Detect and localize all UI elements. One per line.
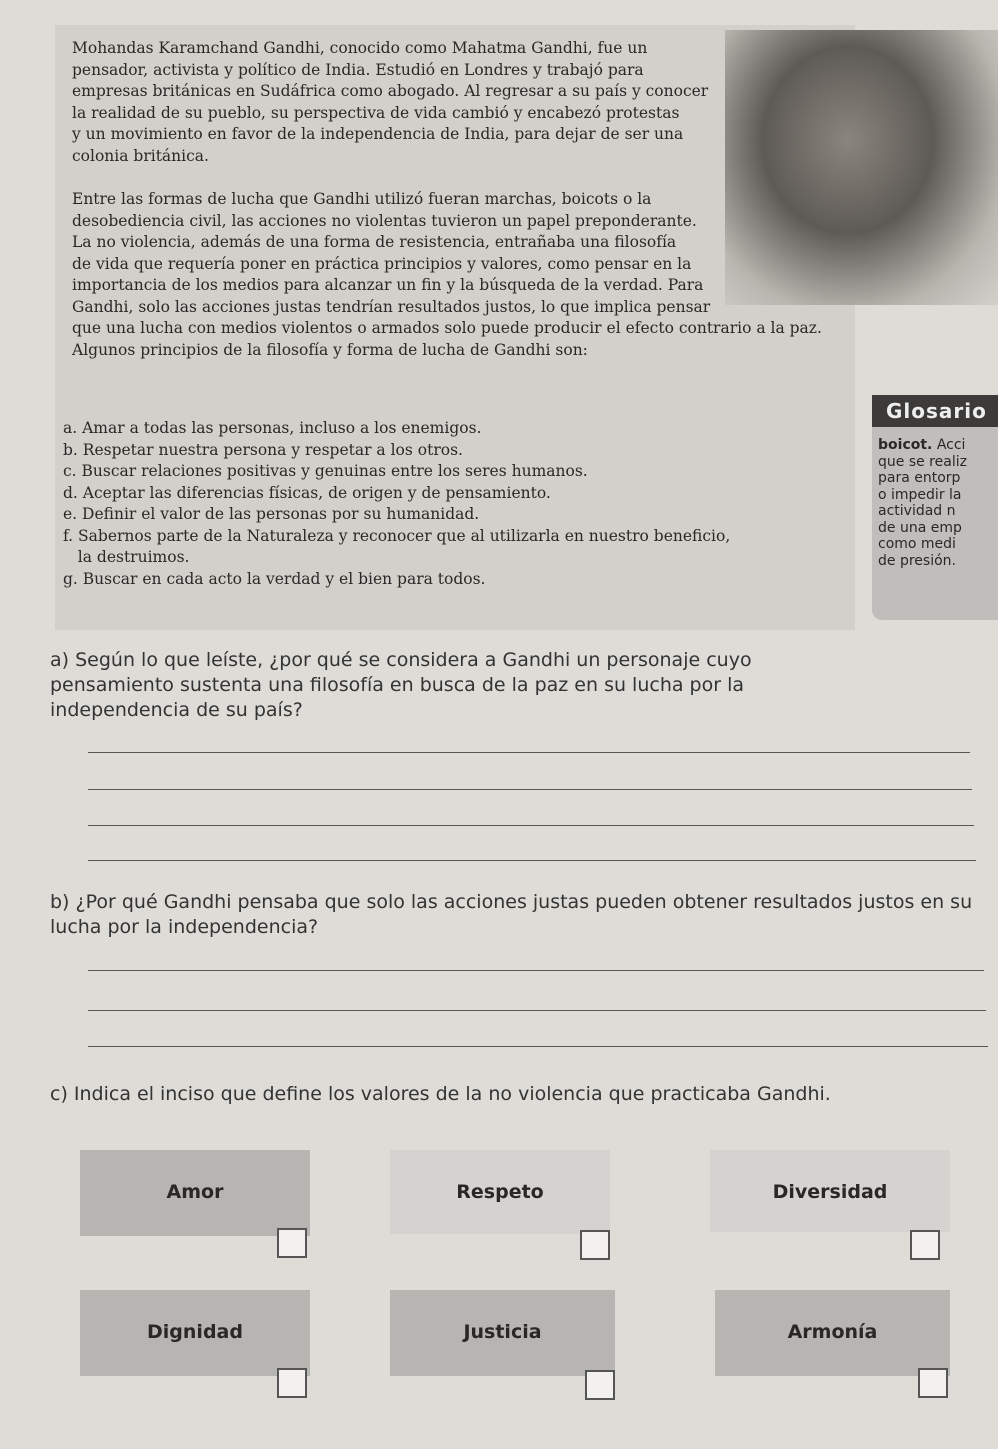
option-checkbox[interactable] [910, 1230, 940, 1260]
reading-line: Gandhi, solo las acciones justas tendrían resultados justos, lo que implica pensar [72, 297, 711, 316]
answer-line[interactable] [88, 789, 972, 790]
gandhi-photo [725, 30, 998, 305]
answer-line[interactable] [88, 860, 976, 861]
answer-line[interactable] [88, 1010, 986, 1011]
reading-line: empresas británicas en Sudáfrica como abogado. Al regresar a su país y conocer [72, 82, 709, 100]
option-amor: Amor [80, 1150, 310, 1236]
answer-line[interactable] [88, 825, 974, 826]
answer-line[interactable] [88, 752, 970, 753]
option-checkbox[interactable] [918, 1368, 948, 1398]
question-b: b) ¿Por qué Gandhi pensaba que solo las acciones justas pueden obtener resultados justos en su lucha por la independencia? [50, 891, 973, 938]
reading-line: pensador, activista y político de India. Estudió en Londres y trabajó para [72, 60, 644, 79]
glossary-title: Glosario [872, 395, 998, 427]
question-a: a) Según lo que leíste, ¿por qué se considera a Gandhi un personaje cuyo pensamiento sustenta una filosofía en busca de la paz en su lucha por la independencia de su país? [50, 649, 752, 721]
option-dignidad: Dignidad [80, 1290, 310, 1376]
principle-item: d. Aceptar las diferencias físicas, de origen y de pensamiento. [63, 483, 551, 502]
option-respeto: Respeto [390, 1150, 610, 1234]
reading-line: importancia de los medios para alcanzar un fin y la búsqueda de la verdad. Para [72, 276, 704, 294]
answer-line[interactable] [88, 970, 984, 971]
glossary-entry [878, 437, 998, 569]
reading-line: Mohandas Karamchand Gandhi, conocido como Mahatma Gandhi, fue un [72, 39, 648, 57]
principle-item: g. Buscar en cada acto la verdad y el bien para todos. [63, 569, 486, 588]
reading-line: la realidad de su pueblo, su perspectiva de vida cambió y encabezó protestas [72, 103, 680, 122]
principle-item: f. Sabernos parte de la Naturaleza y reconocer que al utilizarla en nuestro beneficio, [63, 526, 731, 545]
option-checkbox[interactable] [277, 1368, 307, 1398]
question-c: c) Indica el inciso que define los valores de la no violencia que practicaba Gandhi. [50, 1083, 831, 1105]
principle-item: e. Definir el valor de las personas por su humanidad. [63, 505, 480, 523]
principle-item: c. Buscar relaciones positivas y genuinas entre los seres humanos. [63, 462, 588, 480]
reading-line: Algunos principios de la filosofía y forma de lucha de Gandhi son: [72, 340, 588, 359]
reading-line: de vida que requería poner en práctica principios y valores, como pensar en la [72, 254, 692, 273]
reading-line: Entre las formas de lucha que Gandhi utilizó fueran marchas, boicots o la [72, 190, 652, 208]
principle-item: la destruimos. [63, 548, 190, 566]
reading-line: que una lucha con medios violentos o armados solo puede producir el efecto contrario a la paz. [72, 319, 822, 337]
principle-item: b. Respetar nuestra persona y respetar a los otros. [63, 440, 463, 459]
option-checkbox[interactable] [585, 1370, 615, 1400]
principle-item: a. Amar a todas las personas, incluso a los enemigos. [63, 419, 482, 437]
reading-line: colonia británica. [72, 146, 209, 165]
answer-line[interactable] [88, 1046, 988, 1047]
glossary-term: boicot. [878, 437, 933, 453]
option-checkbox[interactable] [580, 1230, 610, 1260]
option-diversidad: Diversidad [710, 1150, 950, 1232]
option-justicia: Justicia [390, 1290, 615, 1376]
reading-line: La no violencia, además de una forma de resistencia, entrañaba una filosofía [72, 233, 677, 251]
option-armonía: Armonía [715, 1290, 950, 1376]
glossary-definition: Acci que se realiz para entorp o impedir la actividad n de una emp como medi de presión. [878, 437, 967, 569]
option-checkbox[interactable] [277, 1228, 307, 1258]
reading-line: y un movimiento en favor de la independencia de India, para dejar de ser una [72, 125, 684, 143]
reading-line: desobediencia civil, las acciones no violentas tuvieron un papel preponderante. [72, 211, 697, 230]
